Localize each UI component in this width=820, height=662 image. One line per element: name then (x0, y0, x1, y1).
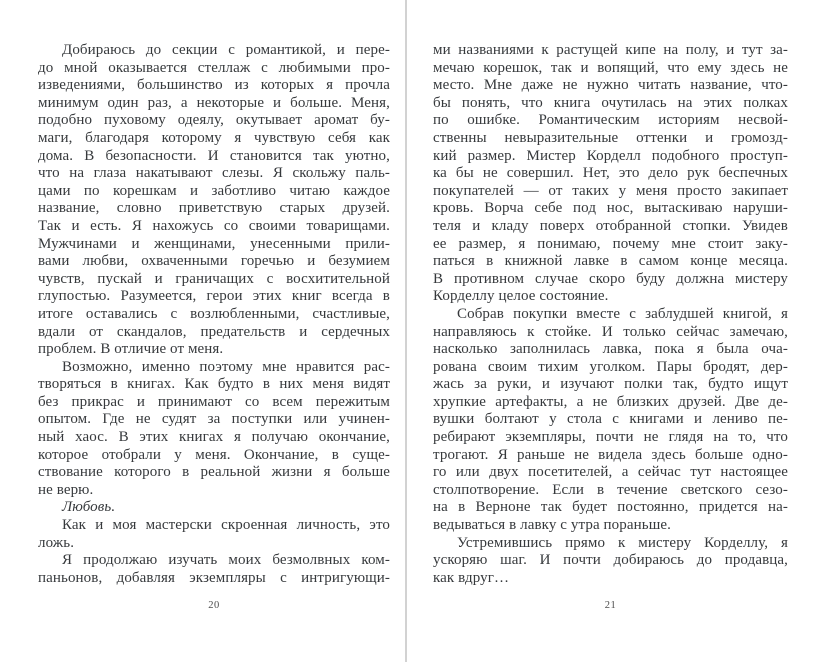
text-line: кровь. Ворча себе под нос, вытаскиваю наруши- (433, 200, 788, 217)
text-line: маги, благодаря которому я чувствую себя как (38, 129, 390, 146)
text-line: вами любви, охваченными горечью и безумием (38, 253, 390, 270)
text-line: Так и есть. Я нахожусь со своими товарищами. (38, 217, 390, 234)
text-line: итоге оставались с возлюбленными, счастливые, (38, 305, 390, 322)
text-line: Собрав покупки вместе с заблудшей книгой, я (457, 305, 788, 322)
text-line: трогают. Я раньше не видела здесь больше одно- (433, 446, 788, 463)
text-line: проблем. В отличие от меня. (38, 341, 224, 358)
text-line: хрупкие артефакты, а не близких друзей. Две де- (433, 393, 788, 410)
text-line: мечаю корешок, так и вопящий, что ему здесь не (433, 59, 788, 76)
text-line: кий размер. Мистер Корделл подобного проступ- (433, 147, 788, 164)
text-line: которое отобрали у меня. Окончание, в суще- (38, 446, 390, 463)
text-line: как вдруг… (433, 569, 510, 586)
text-line: паньонов, добавляя экземпляры с интригующи- (38, 569, 390, 586)
text-line: ственны невыразительные оттенки и громозд- (433, 129, 788, 146)
text-line: изведениями, большинство из которых я прочла (38, 77, 390, 94)
text-line: Добираюсь до секции с романтикой, и пере- (62, 42, 390, 58)
text-line: без прикрас и принимают со всем пережитым (38, 393, 390, 410)
text-line: ный хаос. В этих книгах я получаю окончание, (38, 429, 390, 446)
text-line: вдали от скандалов, предательств и сердечных (38, 323, 390, 340)
text-line: Возможно, именно поэтому мне нравится рас- (62, 358, 390, 375)
right-page-text (433, 42, 788, 587)
text-line: ствование которого в реальной жизни я больше (38, 464, 390, 481)
text-line: опытом. Где не судят за поступки или учинен- (38, 411, 390, 428)
text-line: не верю. (38, 481, 94, 498)
page-number-left: 20 (208, 600, 220, 611)
text-line: ребирают экземпляры, почти не глядя на то, что (433, 429, 788, 446)
text-line: жась за руки, и изучают полки так, будто ищут (433, 376, 788, 393)
text-line: направляюсь к стойке. И только сейчас замечаю, (433, 323, 788, 340)
text-line: цами по корешкам и заботливо читаю каждое (38, 182, 390, 199)
text-line: до мной оказывается стеллаж с любимыми про- (38, 59, 390, 76)
text-line: чувств, пускай и граничащих с восхитительной (38, 270, 390, 287)
text-line: В противном случае скоро буду должна мистеру (433, 270, 788, 287)
page-divider (405, 0, 407, 662)
right-page[interactable] (433, 42, 788, 611)
text-line: столпотворение. Если в течение светского сезо- (433, 481, 788, 498)
text-line: дома. В безопасности. И становится так уютно, (38, 147, 390, 164)
page-number-right: 21 (604, 600, 617, 611)
text-line: Я продолжаю изучать моих безмолвных ком- (62, 552, 390, 569)
text-line: рована своим тихим уголком. Пары бродят, дер- (433, 358, 788, 375)
text-line: Мужчинами и женщинами, унесенными прили- (38, 235, 390, 252)
text-line: на в Верноне так будет постоянно, придется на- (433, 499, 788, 516)
text-line: по ошибке. Романтическим историям несвой- (433, 112, 788, 129)
text-line: творяться в книгах. Как будто в них меня видят (38, 376, 390, 393)
text-line: бы понять, что книга очутилась на этих полках (433, 94, 788, 111)
text-line: покупателей — от таких у меня просто закипает (433, 182, 788, 199)
text-line: ведываться в лавку с утра пораньше. (433, 517, 671, 534)
text-line: название, словно приветствую старых друзей. (38, 200, 390, 217)
text-line: место. Мне даже не нужно читать название, что- (433, 77, 788, 94)
text-line: Как и моя мастерски скроенная личность, это (62, 517, 390, 534)
text-line: Любовь. (62, 499, 116, 516)
text-line: насколько заполнилась лавка, пока я была оча- (433, 341, 788, 358)
text-line: глупостью. Разумеется, герои этих книг всегда в (38, 288, 390, 305)
text-line: ложь. (38, 534, 75, 551)
text-line: Устремившись прямо к мистеру Корделлу, я (457, 534, 788, 551)
text-line: Корделлу целое состояние. (433, 288, 609, 305)
left-page[interactable] (38, 42, 390, 611)
text-line: минимум один раз, а некоторые и больше. Меня, (38, 94, 390, 111)
text-line: ускоряю шаг. И почти добираюсь до продавца, (433, 552, 788, 569)
text-line: что на глаза накатывают слезы. Я скольжу паль- (38, 165, 390, 182)
text-line: ми названиями к растущей кипе на полу, и тут за- (433, 42, 788, 58)
text-line: го или двух посетителей, а сейчас тут настоящее (433, 464, 788, 481)
text-line: паться в книжной лавке в самом конце месяца. (433, 253, 788, 270)
text-line: подобно пуховому одеялу, окутывает аромат бу- (38, 112, 390, 129)
text-line: ка бы не совершил. Нет, это дело рук беспечных (433, 165, 788, 182)
text-line: ее размер, я понимаю, почему мне стоит заку- (433, 235, 788, 252)
text-line: теля и кладу поверх отобранной стопки. Увидев (433, 217, 788, 234)
left-page-text (38, 42, 390, 587)
text-line: вушки болтают у стола с книгами и лениво пе- (433, 411, 788, 428)
